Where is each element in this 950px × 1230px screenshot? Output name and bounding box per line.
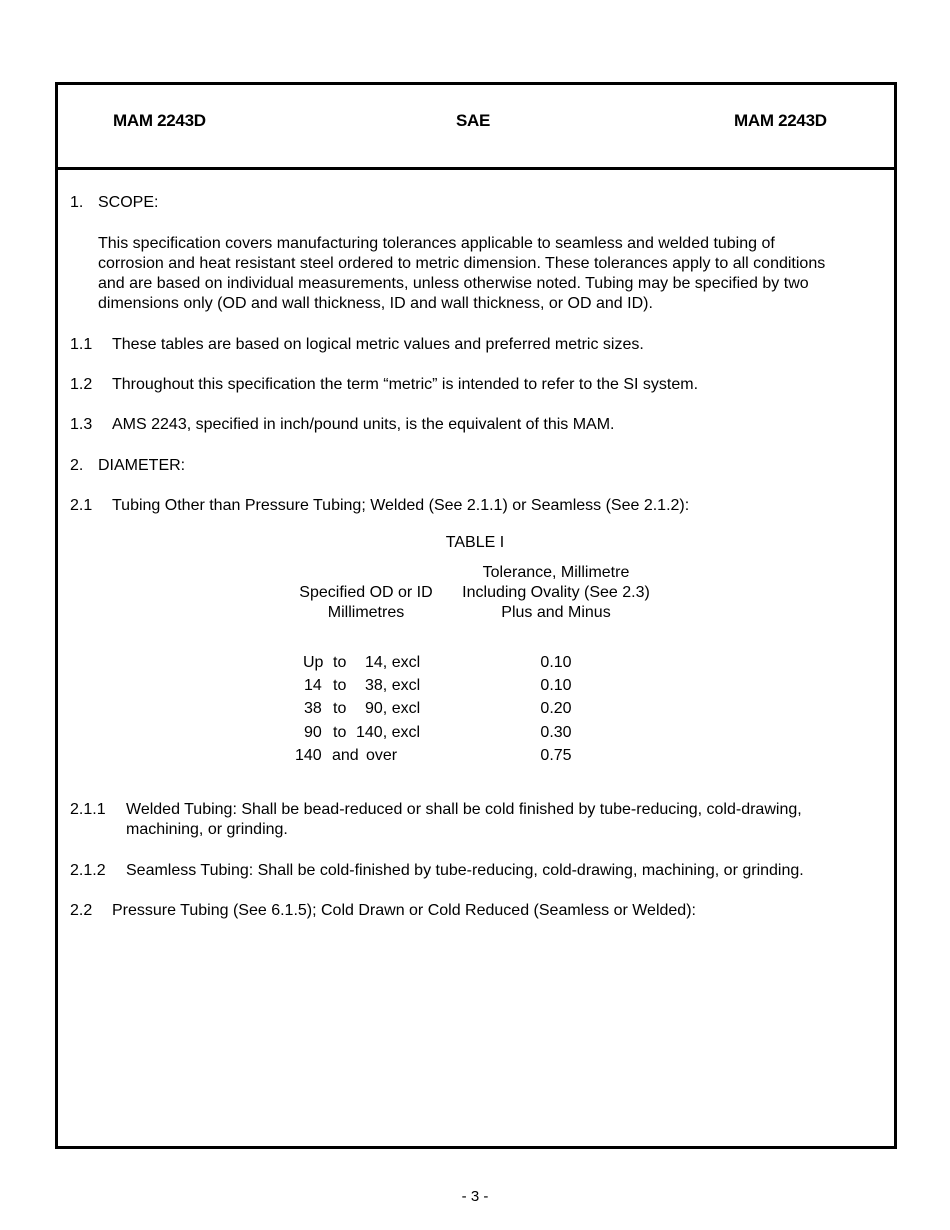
range-from: 14 [304,677,322,694]
tolerance-value: 0.10 [540,654,572,671]
section-1-1-text: These tables are based on logical metric values and preferred metric sizes. [112,336,644,353]
table-1-col2-line3: Plus and Minus [501,604,611,621]
range-sep: to [333,700,347,717]
table-1-col2-line1: Tolerance, Millimetre [482,564,630,581]
table-1-col1-line2: Millimetres [327,604,405,621]
tolerance-value: 0.10 [540,677,572,694]
tolerance-value: 0.30 [540,724,572,741]
range-to: 140, excl [356,724,421,741]
section-2-1-1-text: Welded Tubing: Shall be bead-reduced or shall be cold finished by tube-reducing, cold-drawing, machining, or grinding. [126,801,802,838]
range-to: 38, excl [365,677,421,694]
section-1-3-text: AMS 2243, specified in inch/pound units, is the equivalent of this MAM. [112,416,615,433]
range-to: 14, excl [365,654,421,671]
range-from: 90 [304,724,322,741]
range-from: 140 [295,747,322,764]
table-1-col1-line1: Specified OD or ID [299,584,433,601]
section-2-1-text: Tubing Other than Pressure Tubing; Welded (See 2.1.1) or Seamless (See 2.1.2): [112,497,690,514]
section-1-2-number: 1.2 [70,376,93,393]
header-doc-number-left: MAM 2243D [113,111,206,130]
section-1-3-number: 1.3 [70,416,93,433]
section-2-1-number: 2.1 [70,497,93,514]
range-sep: to [333,677,347,694]
section-2-title: DIAMETER: [98,457,186,474]
section-1-number: 1. [70,194,84,211]
section-1-2-text: Throughout this specification the term “metric” is intended to refer to the SI system. [112,376,699,393]
table-1-title: TABLE I [445,534,505,551]
section-2-1-1-number: 2.1.1 [70,801,106,818]
range-to: 90, excl [365,700,421,717]
page-number: - 3 - [461,1188,489,1205]
range-to: over [366,747,398,764]
range-sep: to [333,654,347,671]
section-2-number: 2. [70,457,84,474]
page-header [58,85,894,170]
section-1-1-number: 1.1 [70,336,93,353]
tolerance-value: 0.20 [540,700,572,717]
table-1-col2-line2: Including Ovality (See 2.3) [462,584,650,601]
header-doc-number-right: MAM 2243D [734,111,827,130]
range-sep: to [333,724,347,741]
section-2-1-2-number: 2.1.2 [70,862,106,879]
range-from: 38 [304,700,322,717]
header-organization: SAE [456,111,491,130]
tolerance-value: 0.75 [540,747,572,764]
range-sep: and [332,747,359,764]
section-1-body: This specification covers manufacturing tolerances applicable to seamless and welded tubing of corrosion and heat resistant steel ordered to metric dimension. These tolerances apply to all conditions and are based on individual measurements, unless otherwise noted. Tubing may be specified by two dimensions only (OD and wall thickness, ID and wall thickness, or OD and ID). [98,235,826,312]
section-2-2-text: Pressure Tubing (See 6.1.5); Cold Drawn or Cold Reduced (Seamless or Welded): [112,902,696,919]
section-2-2-number: 2.2 [70,902,93,919]
range-from: Up [303,654,324,671]
section-2-1-2-text: Seamless Tubing: Shall be cold-finished by tube-reducing, cold-drawing, machining, or grinding. [126,862,804,879]
section-1-title: SCOPE: [98,194,159,211]
